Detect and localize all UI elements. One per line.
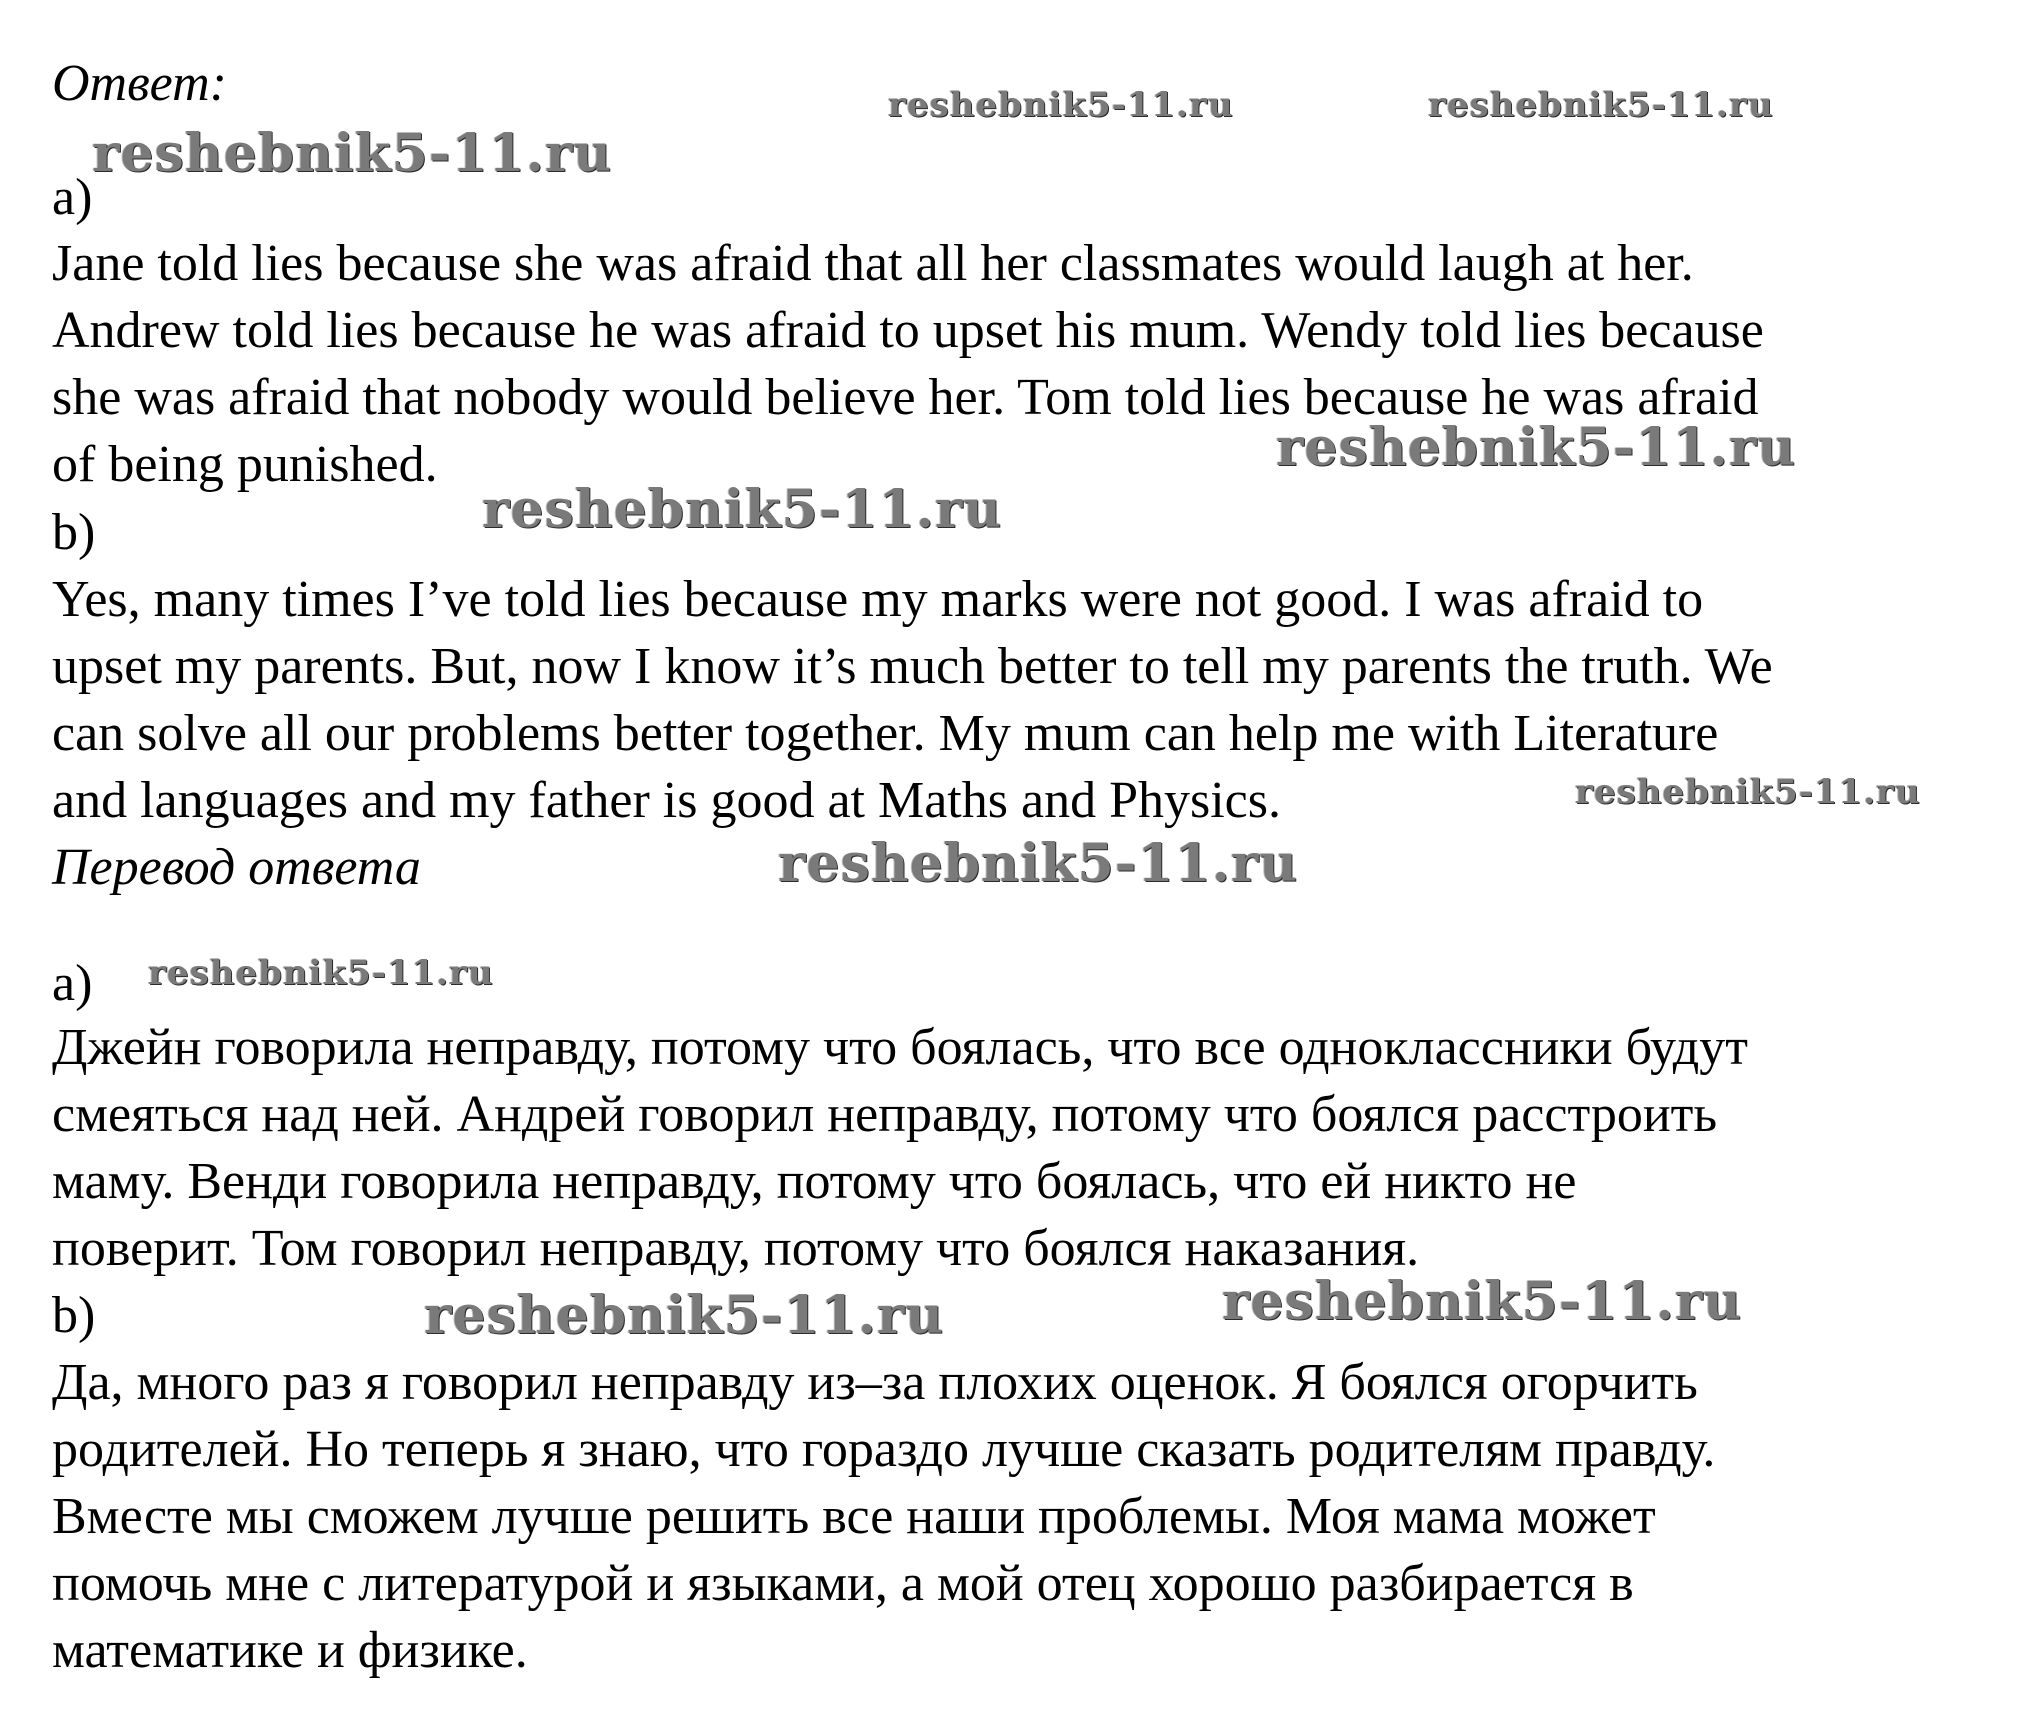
ru-b-line-1: Да, много раз я говорил неправду из–за плохих оценок. Я боялся огорчить xyxy=(52,1354,1698,1411)
watermark: reshebnik5-11.ru xyxy=(888,85,1234,125)
watermark: reshebnik5-11.ru xyxy=(148,953,494,993)
watermark: reshebnik5-11.ru xyxy=(778,833,1299,894)
en-a-label: a) xyxy=(52,169,93,226)
watermark: reshebnik5-11.ru xyxy=(424,1285,945,1346)
en-a-line-4: of being punished. xyxy=(52,436,438,493)
ru-b-line-5: математике и физике. xyxy=(52,1622,528,1679)
watermark: reshebnik5-11.ru xyxy=(1276,417,1797,478)
en-b-line-2: upset my parents. But, now I know it’s much better to tell my parents the truth. We xyxy=(52,638,1773,695)
ru-b-line-3: Вместе мы сможем лучше решить все наши проблемы. Моя мама может xyxy=(52,1488,1656,1545)
en-a-line-1: Jane told lies because she was afraid that all her classmates would laugh at her. xyxy=(52,235,1694,292)
watermark: reshebnik5-11.ru xyxy=(1575,772,1921,812)
answer-heading: Ответ: xyxy=(52,55,227,112)
ru-a-line-3: маму. Венди говорила неправду, потому что боялась, что ей никто не xyxy=(52,1153,1577,1210)
en-a-line-2: Andrew told lies because he was afraid to upset his mum. Wendy told lies because xyxy=(52,302,1764,359)
en-b-label: b) xyxy=(52,504,96,561)
en-b-line-4: and languages and my father is good at Maths and Physics. xyxy=(52,772,1281,829)
ru-a-line-2: смеяться над ней. Андрей говорил неправду, потому что боялся расстроить xyxy=(52,1086,1718,1143)
ru-a-line-1: Джейн говорила неправду, потому что боялась, что все одноклассники будут xyxy=(52,1019,1748,1076)
translation-heading: Перевод ответа xyxy=(52,839,421,896)
en-b-line-3: can solve all our problems better together. My mum can help me with Literature xyxy=(52,705,1719,762)
en-b-line-1: Yes, many times I’ve told lies because my marks were not good. I was afraid to xyxy=(52,571,1704,628)
watermark: reshebnik5-11.ru xyxy=(1428,85,1774,125)
ru-b-label: b) xyxy=(52,1287,96,1344)
ru-b-line-2: родителей. Но теперь я знаю, что гораздо лучше сказать родителям правду. xyxy=(52,1421,1716,1478)
ru-a-line-4: поверит. Том говорил неправду, потому что боялся наказания. xyxy=(52,1220,1420,1277)
ru-a-label: a) xyxy=(52,955,93,1012)
watermark: reshebnik5-11.ru xyxy=(482,479,1003,540)
ru-b-line-4: помочь мне с литературой и языками, а мой отец хорошо разбирается в xyxy=(52,1555,1634,1612)
watermark: reshebnik5-11.ru xyxy=(92,123,613,184)
en-a-line-3: she was afraid that nobody would believe her. Tom told lies because he was afraid xyxy=(52,369,1759,426)
watermark: reshebnik5-11.ru xyxy=(1222,1271,1743,1332)
